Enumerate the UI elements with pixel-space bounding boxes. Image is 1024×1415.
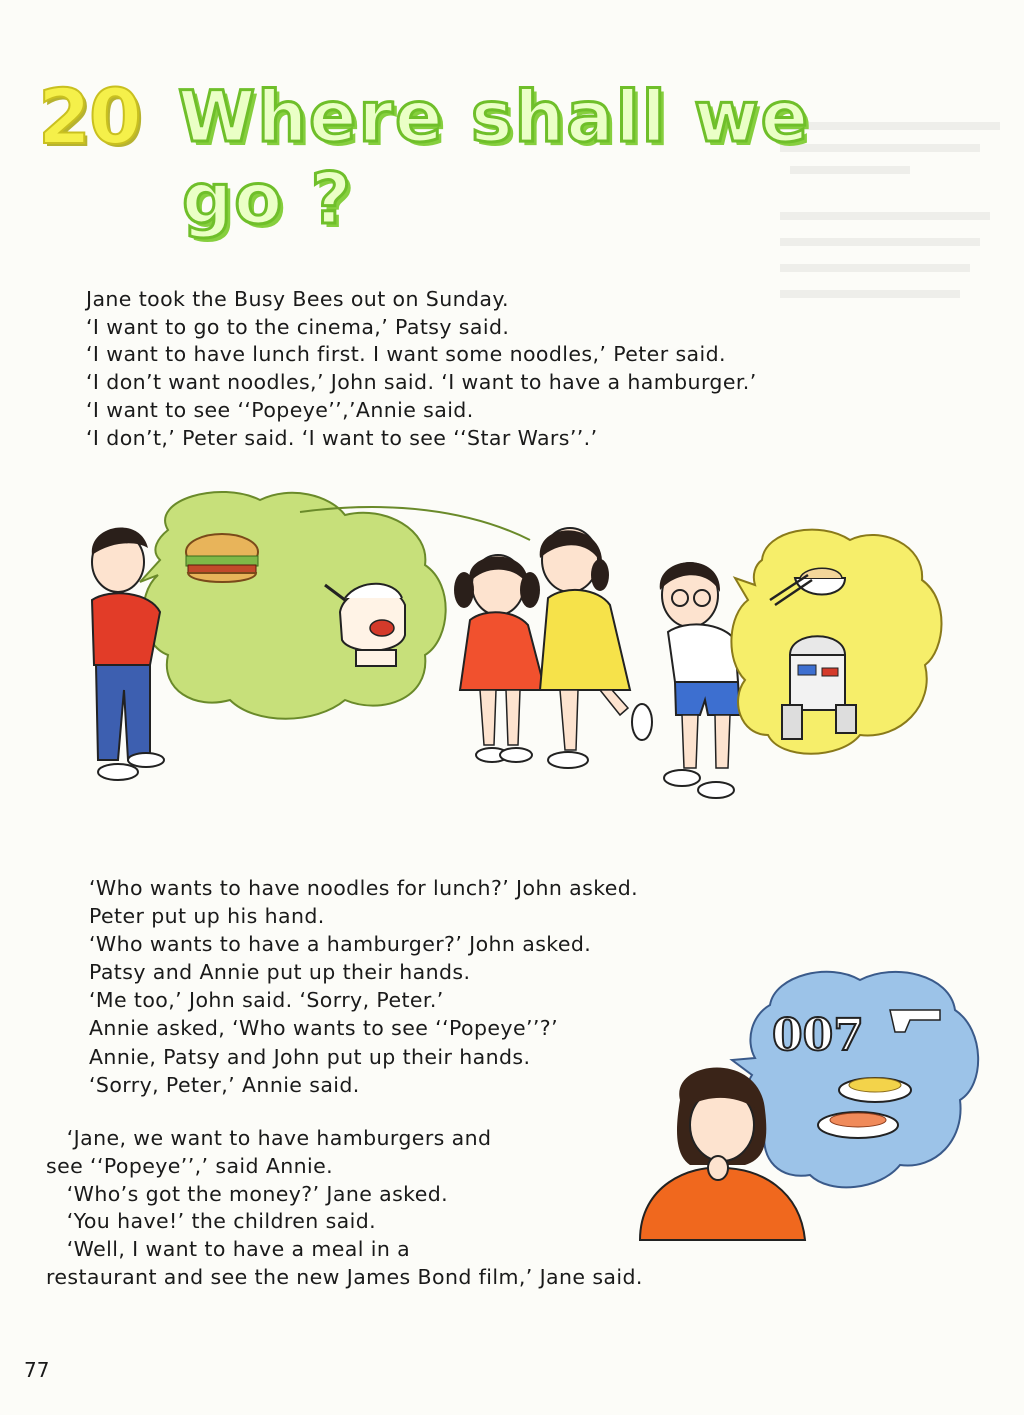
girl-yellow-dress [540, 528, 652, 768]
story-line: ‘I want to go to the cinema,’ Patsy said. [86, 314, 510, 339]
story-line: ‘Sorry, Peter,’ Annie said. [89, 1072, 360, 1097]
story-line: ‘Who wants to have a hamburger?’ John asked. [89, 932, 592, 957]
story-line: ‘Well, I want to have a meal in a [46, 1237, 411, 1262]
story-line: ‘I want to have lunch first. I want some noodles,’ Peter said. [86, 342, 726, 367]
story-line: restaurant and see the new James Bond film,’ Jane said. [46, 1264, 643, 1289]
story-line: ‘I don’t,’ Peter said. ‘I want to see ‘‘Star Wars’’.’ [86, 425, 598, 450]
bond-007-logo: 007 [772, 1010, 864, 1061]
hamburger-icon [186, 534, 258, 582]
story-line: Patsy and Annie put up their hands. [89, 960, 471, 985]
story-paragraph-2 [89, 874, 638, 1099]
boy-with-glasses [660, 562, 740, 798]
story-line: ‘Jane, we want to have hamburgers and [46, 1126, 492, 1150]
lesson-number: 20 [38, 72, 140, 161]
story-line: ‘Who wants to have noodles for lunch?’ John asked. [89, 876, 639, 900]
story-line: ‘You have!’ the children said. [46, 1209, 377, 1234]
story-line: see ‘‘Popeye’’,’ said Annie. [46, 1153, 334, 1178]
girl-red-dress [454, 555, 545, 762]
story-line: ‘I want to see ‘‘Popeye’’,’Annie said. [86, 397, 474, 422]
story-line: ‘Me too,’ John said. ‘Sorry, Peter.’ [89, 988, 444, 1013]
story-line: Jane took the Busy Bees out on Sunday. [86, 287, 509, 311]
story-paragraph-3 [46, 1125, 643, 1292]
page-number: 77 [24, 1358, 50, 1382]
story-line: Peter put up his hand. [89, 904, 325, 929]
lesson-title-line1: Where shall we [178, 76, 811, 158]
story-line: ‘I don’t want noodles,’ John said. ‘I want to have a hamburger.’ [86, 370, 757, 395]
story-line: Annie, Patsy and John put up their hands. [89, 1044, 531, 1069]
story-line: Annie asked, ‘Who wants to see ‘‘Popeye’’?’ [89, 1016, 558, 1041]
lesson-title-line2: go ? [182, 158, 354, 240]
boy-red-shirt [92, 527, 164, 780]
story-line: ‘Who’s got the money?’ Jane asked. [46, 1181, 449, 1206]
